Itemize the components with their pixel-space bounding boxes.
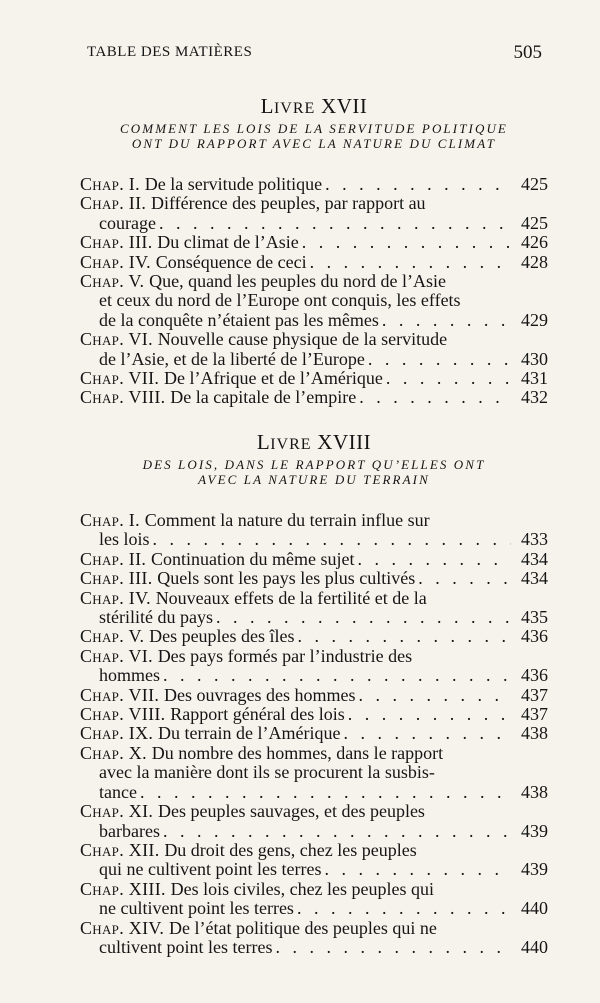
toc-line (80, 233, 548, 252)
subtitle-line: COMMENT LES LOIS DE LA SERVITUDE POLITIQUE (120, 121, 508, 136)
page-ref: 435 (521, 607, 548, 628)
toc-entry (80, 627, 548, 646)
toc-line-text (80, 744, 443, 763)
toc-entry (80, 253, 548, 272)
page-ref: 438 (521, 723, 548, 744)
chapter-label: Chap. VII. (80, 368, 164, 389)
toc-entry (80, 511, 548, 550)
page-ref: 431 (521, 368, 548, 389)
leader-dots (359, 388, 511, 407)
toc-line (80, 550, 548, 569)
toc-line (80, 686, 548, 705)
chapter-title-text: cultivent point les terres (99, 936, 273, 957)
leader-dots (343, 724, 511, 743)
chapter-title-text: Du nombre des hommes, dans le rapport (151, 742, 444, 763)
toc-line-text (80, 841, 417, 860)
toc-line (80, 841, 548, 860)
chapter-title-text: Quels sont les pays les plus cultivés (157, 568, 416, 589)
chapter-title-text: de la conquête n’étaient pas les mêmes (99, 309, 379, 330)
toc-line-text (99, 214, 156, 233)
toc-line-text (80, 194, 426, 213)
chapter-label: Chap. IV. (80, 587, 156, 608)
toc-entry (80, 802, 548, 841)
book-title-visual (261, 94, 368, 118)
toc-entry (80, 705, 548, 724)
toc-line-text (80, 880, 434, 899)
toc-entry (80, 194, 548, 233)
chapter-title-text: Continuation du même sujet (151, 548, 355, 569)
page-ref: 425 (521, 212, 548, 233)
toc-line-text (99, 899, 294, 918)
chapter-title-text: tance (99, 781, 137, 802)
toc-line-text (80, 253, 307, 272)
toc-line (80, 880, 548, 899)
toc-line (80, 647, 548, 666)
running-header (87, 44, 542, 61)
chapter-title-text: ne cultivent point les terres (99, 898, 294, 919)
chapter-title-text: Du climat de l’Asie (157, 232, 299, 253)
chapter-label: Chap. XII. (80, 839, 165, 860)
toc-entry (80, 589, 548, 628)
book-subtitle (80, 121, 548, 151)
leader-dots (358, 550, 512, 569)
toc-line (80, 589, 548, 608)
chapter-label: Chap. XIII. (80, 878, 171, 899)
toc-line-text (80, 511, 430, 530)
leader-dots (163, 822, 511, 841)
toc-line-text (80, 686, 355, 705)
chapter-label: Chap. I. (80, 510, 145, 530)
toc-entry (80, 880, 548, 919)
page-ref: 437 (521, 704, 548, 725)
chapter-title-text: Des pays formés par l’industrie des (157, 645, 413, 666)
page-ref: 428 (521, 251, 548, 272)
leader-dots (275, 938, 511, 957)
page-ref: 425 (521, 174, 548, 194)
leader-dots (368, 350, 511, 369)
leader-dots (159, 214, 511, 233)
chapter-title-text: Que, quand les peuples du nord de l’Asie (149, 271, 447, 292)
book-title-initial: L (260, 94, 274, 118)
chapter-title-text: les lois (99, 529, 150, 550)
chapter-title-text: De la capitale de l’empire (170, 387, 357, 408)
subtitle-line: DES LOIS, DANS LE RAPPORT QU’ELLES ONT (142, 457, 486, 472)
toc-entry (80, 388, 548, 407)
subtitle-line: AVEC LA NATURE DU TERRAIN (198, 472, 430, 487)
chapter-label: Chap. III. (80, 568, 158, 589)
toc-entry (80, 919, 548, 958)
chapter-title-text: Du droit des gens, chez les peuples (164, 839, 417, 860)
page-ref: 434 (521, 568, 548, 589)
header-title: TABLE DES MATIÈRES (87, 44, 253, 60)
leader-dots (298, 627, 511, 646)
page-ref: 429 (521, 309, 548, 330)
toc-line (80, 253, 548, 272)
toc-entry (80, 175, 548, 194)
book-title-initial: L (256, 430, 271, 454)
page-ref: 433 (521, 529, 548, 550)
toc-entry (80, 569, 548, 588)
toc-line (80, 272, 548, 291)
chapter-label: Chap. II. (80, 193, 152, 214)
toc-entry (80, 233, 548, 252)
chapter-label: Chap. VI. (80, 645, 158, 666)
toc-line-text (80, 919, 437, 938)
toc-line (80, 369, 548, 388)
toc-line (80, 350, 548, 369)
toc-entry (80, 330, 548, 369)
toc-line (80, 666, 548, 685)
chapter-title-text: barbares (99, 820, 160, 841)
chapter-title-text: De la servitude politique (144, 174, 323, 194)
page-ref: 438 (521, 781, 548, 802)
toc-line (80, 175, 548, 194)
toc-line-text (99, 291, 461, 310)
leader-dots (163, 666, 511, 685)
toc-line (80, 311, 548, 330)
page-ref: 426 (521, 232, 548, 253)
book-section-18 (80, 430, 548, 957)
book-title-smallcaps: IVRE (270, 436, 312, 453)
subtitle-line: ONT DU RAPPORT AVEC LA NATURE DU CLIMAT (131, 136, 497, 151)
toc-line-text (80, 724, 340, 743)
page-ref: 439 (521, 859, 548, 880)
toc-line-text (80, 802, 425, 821)
toc-line (80, 724, 548, 743)
toc-line-text (99, 763, 435, 782)
page-ref: 440 (521, 898, 548, 919)
chapter-title-text: Conséquence de ceci (155, 251, 307, 272)
chapter-title-text: de l’Asie, et de la liberté de l’Europe (99, 348, 365, 369)
toc-line-text (99, 783, 137, 802)
chapter-title-text: stérilité du pays (99, 607, 213, 628)
toc-entry (80, 744, 548, 802)
toc-line-text (99, 350, 365, 369)
toc-line (80, 608, 548, 627)
toc-line (80, 530, 548, 549)
chapter-label: Chap. III. (80, 232, 158, 253)
chapter-title-text: Différence des peuples, par rapport au (151, 193, 426, 214)
toc-line (80, 899, 548, 918)
chapter-title-text: Des lois civiles, chez les peuples qui (170, 878, 435, 899)
toc-line-text (80, 550, 355, 569)
toc-line-text (99, 666, 160, 685)
leader-dots (153, 530, 511, 549)
toc-list (80, 175, 548, 408)
page-ref: 436 (521, 626, 548, 647)
chapter-title-text: avec la manière dont ils se procurent la susbis- (99, 762, 435, 783)
toc-entry (80, 841, 548, 880)
chapter-label: Chap. XIV. (80, 917, 169, 938)
book-title (80, 94, 548, 119)
page-number: 505 (513, 42, 542, 63)
chapter-title-text: Des peuples des îles (149, 626, 295, 647)
toc-line (80, 802, 548, 821)
toc-entry (80, 724, 548, 743)
chapter-title-text: hommes (99, 665, 160, 686)
chapter-label: Chap. II. (80, 548, 152, 569)
leader-dots (418, 569, 511, 588)
book-title-visual (257, 430, 371, 454)
chapter-label: Chap. VIII. (80, 704, 171, 725)
chapter-title-text: Comment la nature du terrain influe sur (144, 510, 430, 530)
toc-line (80, 860, 548, 879)
chapter-title-text: Nouveaux effets de la fertilité et de la (155, 587, 427, 608)
chapter-label: Chap. VI. (80, 329, 158, 350)
toc-line-text (99, 938, 272, 957)
chapter-label: Chap. V. (80, 271, 150, 292)
page-ref: 436 (521, 665, 548, 686)
leader-dots (302, 233, 511, 252)
toc-line-text (99, 311, 379, 330)
toc-line (80, 388, 548, 407)
leader-dots (140, 783, 511, 802)
toc-line (80, 822, 548, 841)
chapter-label: Chap. VII. (80, 684, 164, 705)
book-title-roman: XVII (315, 94, 368, 118)
toc-entry (80, 272, 548, 330)
page-ref: 434 (521, 548, 548, 569)
toc-line-text (99, 822, 160, 841)
chapter-label: Chap. IV. (80, 251, 156, 272)
toc-line (80, 569, 548, 588)
toc-line (80, 194, 548, 213)
page-ref: 440 (521, 936, 548, 957)
toc-line (80, 763, 548, 782)
toc-line-text (99, 860, 321, 879)
chapter-title-text: Rapport général des lois (170, 704, 345, 725)
toc-line (80, 938, 548, 957)
book-section-17 (80, 94, 548, 408)
toc-line-text (80, 589, 427, 608)
chapter-label: Chap. V. (80, 626, 150, 647)
chapter-title-text: Des peuples sauvages, et des peuples (158, 801, 425, 822)
book-subtitle (80, 457, 548, 487)
toc-line (80, 919, 548, 938)
toc-line-text (80, 705, 345, 724)
leader-dots (325, 175, 511, 194)
leader-dots (216, 608, 511, 627)
toc-entry (80, 647, 548, 686)
chapter-label: Chap. I. (80, 174, 145, 194)
chapter-title-text: Du terrain de l’Amérique (158, 723, 341, 744)
toc-line (80, 783, 548, 802)
toc-line (80, 705, 548, 724)
toc-line (80, 214, 548, 233)
toc-line (80, 744, 548, 763)
toc-line (80, 627, 548, 646)
leader-dots (386, 369, 511, 388)
chapter-title-text: Nouvelle cause physique de la servitude (157, 329, 448, 350)
toc-entry (80, 369, 548, 388)
toc-list (80, 511, 548, 957)
book-title-smallcaps: IVRE (273, 100, 316, 117)
toc-line-text (99, 530, 150, 549)
toc-entry (80, 550, 548, 569)
toc-line-text (80, 330, 447, 349)
page-ref: 439 (521, 820, 548, 841)
leader-dots (358, 686, 511, 705)
toc-line-text (80, 647, 412, 666)
chapter-label: Chap. X. (80, 742, 152, 763)
leader-dots (382, 311, 511, 330)
toc-line-text (80, 272, 446, 291)
chapter-title-text: Des ouvrages des hommes (163, 684, 356, 705)
leader-dots (297, 899, 511, 918)
leader-dots (324, 860, 511, 879)
toc-line (80, 511, 548, 530)
book-title (80, 430, 548, 455)
toc-line-text (80, 233, 299, 252)
page-ref: 437 (521, 684, 548, 705)
toc-line-text (99, 608, 213, 627)
page-ref: 430 (521, 348, 548, 369)
chapter-label: Chap. XI. (80, 801, 159, 822)
page-ref: 432 (521, 387, 548, 408)
toc-line (80, 291, 548, 310)
toc-line-text (80, 175, 322, 194)
toc-line-text (80, 569, 415, 588)
chapter-label: Chap. IX. (80, 723, 159, 744)
toc-entry (80, 686, 548, 705)
chapter-title-text: courage (99, 212, 156, 233)
chapter-title-text: De l’état politique des peuples qui ne (168, 917, 437, 938)
chapter-label: Chap. VIII. (80, 387, 171, 408)
chapter-title-text: et ceux du nord de l’Europe ont conquis, les effets (99, 290, 461, 311)
chapter-title-text: De l’Afrique et de l’Amérique (163, 368, 383, 389)
toc-line-text (80, 369, 383, 388)
toc-line (80, 330, 548, 349)
leader-dots (310, 253, 511, 272)
chapter-title-text: qui ne cultivent point les terres (99, 859, 322, 880)
toc-line-text (80, 388, 356, 407)
leader-dots (348, 705, 511, 724)
toc-line-text (80, 627, 295, 646)
book-title-roman: XVIII (311, 430, 372, 454)
